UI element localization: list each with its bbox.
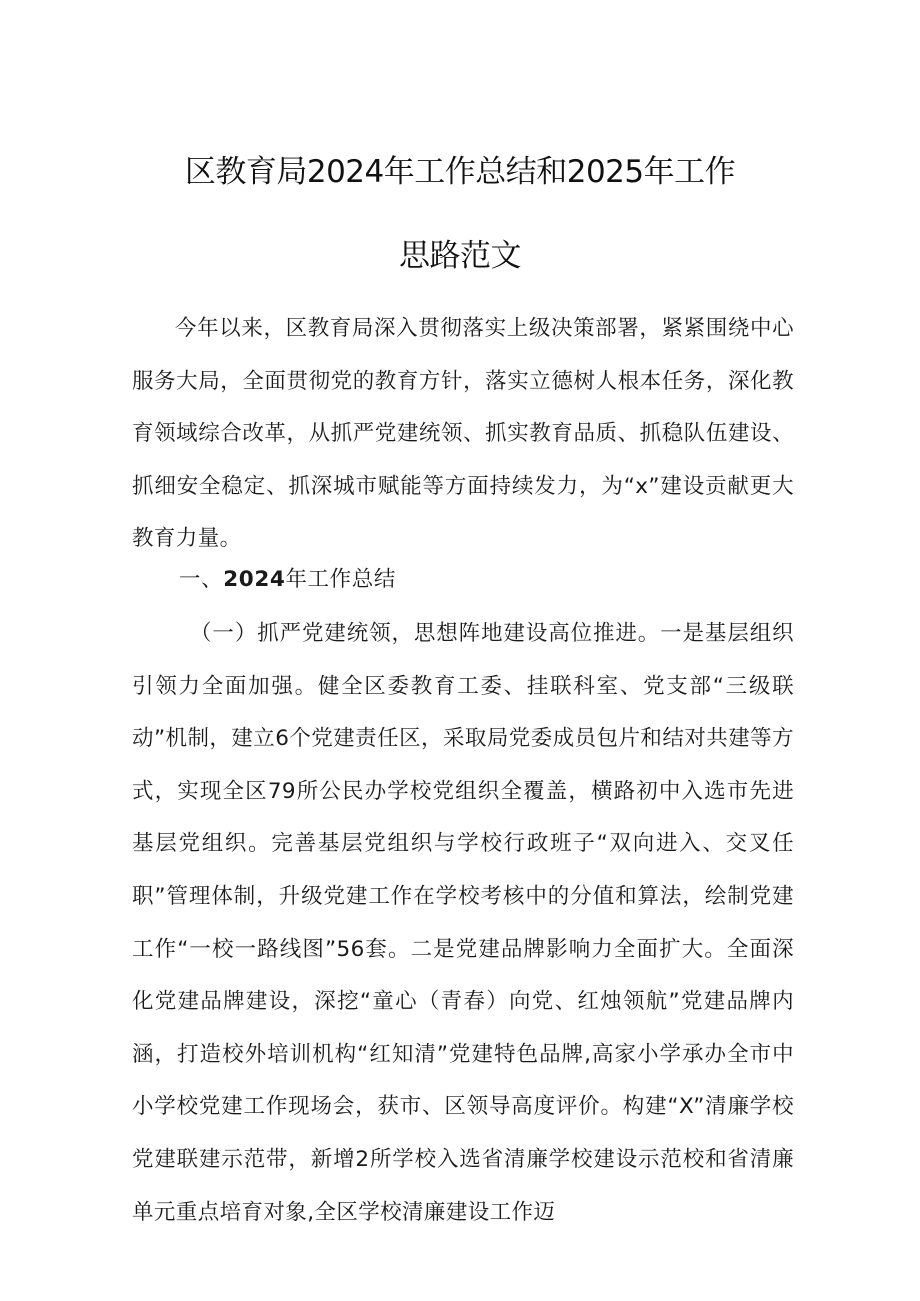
document-title-line-1: 区教育局2024年工作总结和2025年工作 bbox=[184, 154, 736, 190]
section-heading-1 bbox=[179, 554, 396, 606]
section-heading-year: 2024 bbox=[223, 567, 286, 592]
intro-paragraph: 今年以来，区教育局深入贯彻落实上级决策部署，紧紧围绕中心服务大局，全面贯彻党的教育方针，落实立德树人根本任务，深化教育领域综合改革，从抓严党建统领、抓实教育品质、抓稳队伍建设、抓细安全稳定、抓深城市赋能等方面持续发力，为“x”建设贡献更大教育力量。 bbox=[132, 316, 794, 552]
section-heading-prefix: 一、 bbox=[179, 567, 224, 592]
section-heading-text: 年工作总结 bbox=[285, 567, 396, 592]
section-1-subsection-1-paragraph: （一）抓严党建统领，思想阵地建设高位推进。一是基层组织引领力全面加强。健全区委教育工委、挂联科室、党支部“三级联动”机制，建立6个党建责任区，采取局党委成员包片和结对共建等方式，实现全区79所公民办学校党组织全覆盖，横路初中入选市先进基层党组织。完善基层党组织与学校行政班子“双向进入、交叉任职”管理体制，升级党建工作在学校考核中的分值和算法，绘制党建工作“一校一路线图”56套。二是党建品牌影响力全面扩大。全面深化党建品牌建设，深挖“童心（青春）向党、红烛领航”党建品牌内涵，打造校外培训机构“红知清”党建特色品牌,高家小学承办全市中小学校党建工作现场会，获市、区领导高度评价。构建“X”清廉学校党建联建示范带，新增2所学校入选省清廉学校建设示范校和省清廉单元重点培育对象,全区学校清廉建设工作迈 bbox=[132, 621, 794, 1225]
document-title-line-2: 思路范文 bbox=[399, 238, 521, 274]
